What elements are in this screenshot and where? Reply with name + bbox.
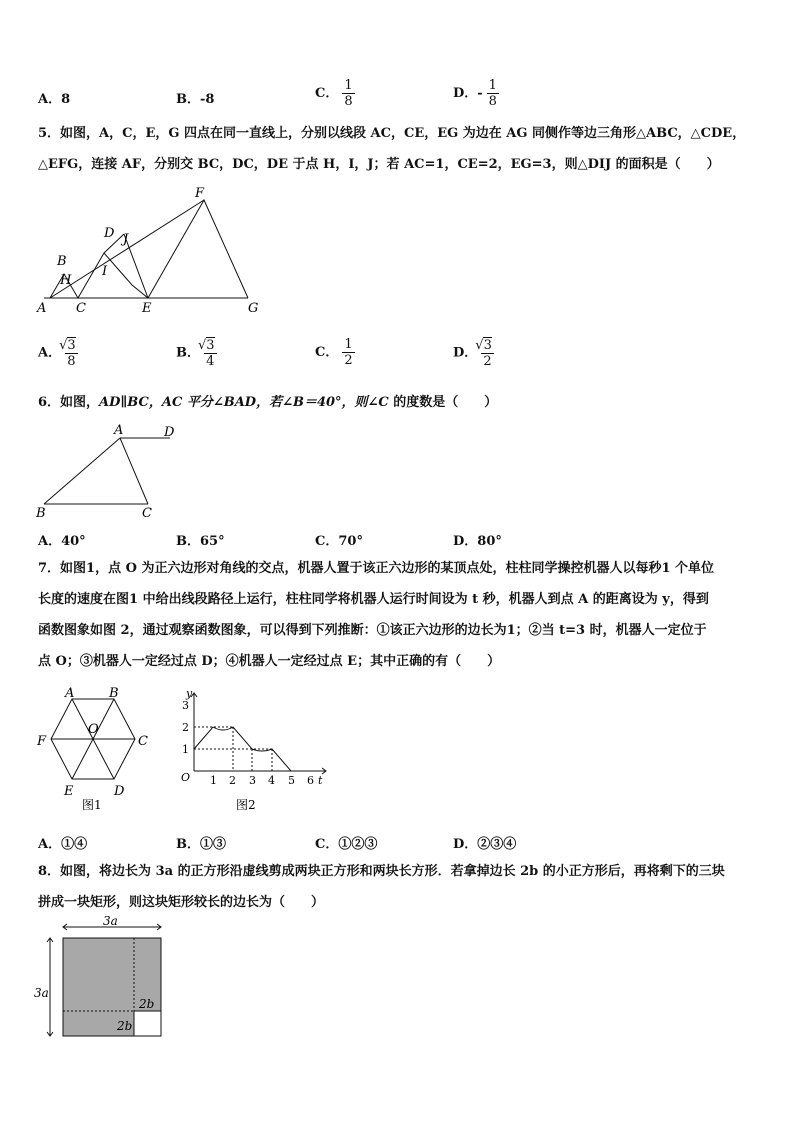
q8-line1: 8．如图，将边长为 3a 的正方形沿虚线剪成两块正方形和两块长方形．若拿掉边长 2b 的小正方形后，再将剩下的三块: [38, 864, 725, 879]
q7-y-tick-2: 2: [182, 721, 189, 734]
q4-option-c-fraction: $\frac{1}{8}$: [344, 78, 353, 109]
q7-label-d: D: [114, 784, 125, 799]
q6-option-d[interactable]: D．80°: [453, 534, 502, 549]
q7-line1: 7．如图1，点 O 为正六边形对角线的交点，机器人置于该正六边形的某顶点处，柱柱同学操控机器人以每秒1 个单位: [38, 561, 715, 576]
q8-square-figure: [30, 915, 180, 1045]
q7-y-tick-1: 1: [182, 743, 189, 756]
q6-math: AD∥BC，AC 平分∠BAD，若∠B＝40°，则∠C: [99, 395, 389, 410]
q6-option-a[interactable]: A．40°: [38, 534, 86, 549]
q4-option-c-label: C．: [315, 86, 339, 101]
q4-option-c[interactable]: [315, 78, 355, 109]
q8-left-label: 3a: [34, 986, 49, 1000]
q6-label-c: C: [142, 506, 152, 520]
q8-inner-label-2: 2b: [117, 1019, 133, 1033]
q8-top-label: 3a: [103, 915, 118, 928]
q7-line4: 点 O；③机器人一定经过点 D；④机器人一定经过点 E；其中正确的有（ ）: [38, 654, 501, 669]
q7-fig1-caption: 图1: [82, 798, 102, 812]
q7-question: [38, 553, 758, 677]
q7-option-b[interactable]: B．①③: [176, 837, 226, 852]
q7-option-d[interactable]: D．②③④: [453, 837, 517, 852]
q7-y-axis-label: y: [186, 687, 193, 700]
q6-label-d: D: [164, 425, 175, 440]
q7-t-tick-2: 2: [229, 774, 236, 787]
q5-line2: △EFG，连接 AF，分别交 BC，DC，DE 于点 H，I，J；若 AC=1，CE=2，EG=3，则△DIJ 的面积是（ ）: [38, 157, 720, 172]
q7-t-axis-label: t: [318, 774, 323, 787]
q7-y-tick-3: 3: [182, 699, 189, 712]
q7-option-a[interactable]: A．①④: [38, 837, 88, 852]
q6-line-ac: [120, 438, 148, 504]
q5-label-d: D: [104, 226, 115, 241]
q7-hexagon-figure: [30, 683, 160, 813]
q5-label-h: H: [60, 273, 72, 288]
q7-origin-label: O: [181, 771, 191, 784]
q5-question: [38, 118, 758, 180]
q7-option-c[interactable]: C．①②③: [315, 837, 378, 852]
q5-label-f: F: [195, 186, 205, 201]
q7-label-c: C: [138, 734, 148, 749]
q5-option-a[interactable]: A． √ $\frac{3}{8}$: [38, 337, 78, 369]
q5-label-g: G: [248, 301, 259, 316]
q4-option-d[interactable]: [453, 78, 499, 109]
q4-option-b[interactable]: B．-8: [176, 92, 215, 107]
q8-inner-label-1: 2b: [139, 997, 155, 1011]
q5-line1: 5．如图，A，C，E，G 四点在同一直线上，分别以线段 AC，CE，EG 为边在 AG 同侧作等边三角形△ABC，△CDE，: [38, 126, 746, 141]
q8-question: [38, 856, 758, 918]
q5-label-b: B: [57, 254, 67, 269]
q6-label-a: A: [114, 423, 124, 438]
q7-line2: 长度的速度在图1 中给出线段路径上运行，柱柱同学将机器人运行时间设为 t 秒，机器人到点 A 的距离设为 y，得到: [38, 592, 709, 607]
q7-t-tick-4: 4: [268, 774, 275, 787]
q6-option-b[interactable]: B．65°: [176, 534, 225, 549]
q6-figure: [30, 420, 190, 520]
q7-label-b: B: [109, 686, 119, 701]
q7-function-graph: [170, 683, 340, 813]
q6-label-b: B: [36, 506, 46, 520]
q5-label-c: C: [76, 301, 86, 316]
q7-t-tick-6: 6: [307, 774, 314, 787]
q7-t-tick-3: 3: [249, 774, 256, 787]
q6-option-c[interactable]: C．70°: [315, 534, 363, 549]
q7-t-tick-1: 1: [210, 774, 217, 787]
q7-label-o: O: [88, 722, 99, 737]
q5-label-a: A: [37, 301, 47, 316]
q5-triangles-figure: [30, 185, 270, 320]
q5-triangle-efg: [148, 200, 248, 298]
q7-fig2-caption: 图2: [236, 798, 256, 812]
q7-label-e: E: [64, 784, 74, 799]
q5-option-d[interactable]: D． √ $\frac{3}{2}$: [453, 337, 494, 369]
q6-question: 6．如图，AD∥BC，AC 平分∠BAD，若∠B＝40°，则∠C 的度数是（ ）: [38, 395, 498, 410]
q5-triangle-cde: [78, 253, 148, 298]
q5-option-c[interactable]: C． $\frac{1}{2}$: [315, 337, 353, 368]
q8-removed-small-square: [134, 1011, 161, 1036]
q5-label-j: J: [123, 232, 129, 247]
q7-t-tick-5: 5: [288, 774, 295, 787]
q5-option-b[interactable]: B． √ $\frac{3}{4}$: [176, 337, 217, 369]
q7-label-f: F: [37, 734, 47, 749]
q4-option-a[interactable]: A．8: [38, 92, 71, 107]
q7-line3: 函数图象如图 2，通过观察函数图象，可以得到下列推断：①该正六边形的边长为1；②当 t=3 时，机器人一定位于: [38, 623, 707, 638]
q4-option-d-fraction: $\frac{1}{8}$: [488, 78, 497, 109]
q5-line-af: [50, 200, 204, 298]
q7-label-a: A: [65, 686, 75, 701]
q8-line2: 拼成一块矩形，则这块矩形较长的边长为（ ）: [38, 895, 325, 910]
q4-option-d-label: D．-: [453, 86, 483, 101]
q5-label-e: E: [142, 301, 152, 316]
q5-label-i: I: [102, 264, 108, 279]
q6-line-ab: [44, 438, 120, 504]
